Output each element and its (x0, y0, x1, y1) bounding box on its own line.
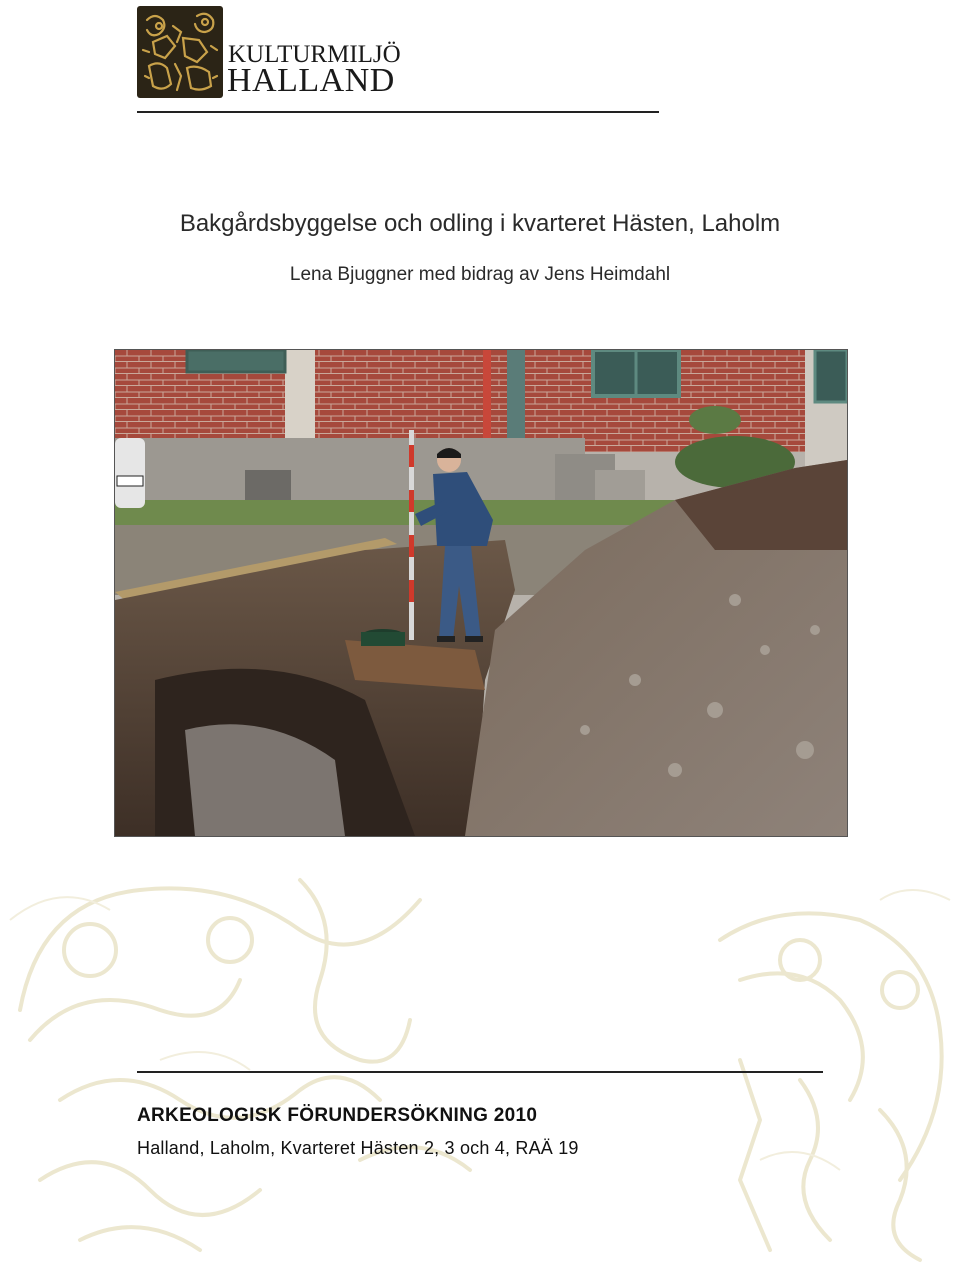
report-title: Bakgårdsbyggelse och odling i kvarteret Hästen, Laholm (179, 210, 781, 237)
report-authors: Lena Bjuggner med bidrag av Jens Heimdahl (289, 264, 671, 285)
logo-text-halland: HALLAND (227, 62, 395, 99)
report-location: Halland, Laholm, Kvarteret Hästen 2, 3 och 4, RAÄ 19 (137, 1138, 579, 1158)
header-divider (137, 111, 659, 113)
logo-text-kulturmiljo: KULTURMILJÖ (228, 41, 401, 68)
report-type: ARKEOLOGISK FÖRUNDERSÖKNING 2010 (137, 1105, 538, 1126)
logo-emblem-icon (137, 6, 223, 98)
footer-divider (137, 1071, 823, 1073)
background-ornament-icon (0, 860, 960, 1272)
excavation-photo-icon (114, 349, 848, 837)
